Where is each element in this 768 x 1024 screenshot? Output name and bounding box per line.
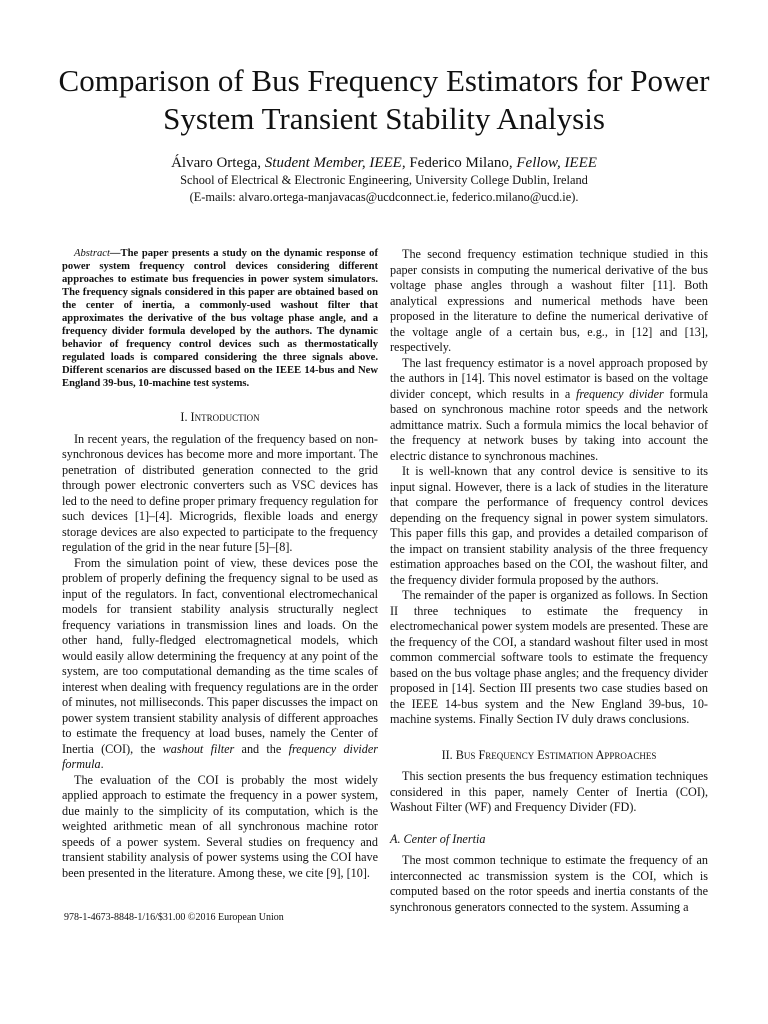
subsection-a-heading: A. Center of Inertia	[390, 831, 486, 846]
right-paragraph-1: The second frequency estimation technique studied in this paper consists in computing the numerical derivative of the bus voltage phase angles through a washout filter [11]. Both analytical expressions and numerical methods have been proposed in the literature to define the numerical derivative of the voltage angle of a certain bus, e.g., in [12] and [13], respectively.	[390, 247, 708, 354]
right-paragraph-4: The remainder of the paper is organized as follows. In Section II three techniques to estimate the frequency in electromechanical power system models are presented. These are the frequency of the COI, a standard washout filter used in most common commercial software tools to estimate the frequency based on the bus voltage phase angles; and the frequency divider proposed in [14]. Section III presents two case studies based on the IEEE 14-bus system and the New England 39-bus, 10-machine systems. Finally Section IV duly draws conclusions.	[390, 588, 708, 726]
right-paragraph-3: It is well-known that any control device is sensitive to its input signal. However, there is a lack of studies in the literature that compare the performance of frequency control devices depending on the frequency signal in power system simulators. This paper fills this gap, and provides a detailed comparison of the impact on transient stability analysis of the three frequency estimation approaches based on the COI, the washout filter, and the frequency divider formula proposed by the authors.	[390, 464, 708, 587]
left-column	[62, 247, 378, 881]
right-p2-text: The last frequency estimator is a novel approach proposed by the authors in [14]. This novel estimator is based on the voltage divider concept, which results in a	[390, 355, 708, 401]
author-2-role: Fellow, IEEE	[516, 155, 597, 171]
abstract-text: —The paper presents a study on the dynamic response of power system frequency control devices considering different approaches to estimate bus frequencies in power system simulators. The frequency signals considered in this paper are obtained based on the center of inertia, a commonly-used washout filter that approximates the derivative of the bus voltage phase angle, and a frequency divider formula developed by the authors. The dynamic behavior of frequency control devices such as thermostatically regulated loads is compared considering the three signals above. Different scenarios are discussed based on the IEEE 14-bus and New England 39-bus, 10-machine test systems.	[62, 248, 378, 389]
author-line	[40, 154, 728, 172]
intro-p2-em-washout: washout filter	[162, 741, 235, 756]
right-paragraph-2	[390, 356, 708, 465]
section-2-heading: II. Bus Frequency Estimation Approaches	[441, 747, 657, 762]
affiliation	[40, 172, 728, 206]
affiliation-line: School of Electrical & Electronic Engineering, University College Dublin, Ireland	[180, 173, 588, 187]
intro-p2-text: From the simulation point of view, these devices pose the problem of properly defining the frequency signal to be used as input of the regulators. In fact, conventional electromechanical models for transient stability analysis structurally neglect frequency variations in transmission lines and loads. On the other hand, fully-fledged electromagnetical models, which would easily allow determining the frequency at any point of the system, are too computational demanding as the time scales of interest when dealing with frequency regulations are in the order of minutes, not milliseconds. This paper discusses the impact on power system transient stability analysis of different approaches to estimate the frequency at load buses, namely the Center of Inertia (COI), the	[62, 555, 378, 756]
copyright-footer: 978-1-4673-8848-1/16/$31.00 ©2016 European Union	[64, 912, 284, 923]
intro-paragraph-1: In recent years, the regulation of the frequency based on non-synchronous devices has become more and more important. The penetration of distributed generation connected to the grid through power electronic converters such as VSC devices has led to the need to define proper primary frequency regulation for such devices [1]–[4]. Microgrids, flexible loads and energy storage devices are also expected to participate to the frequency regulation of the grid in the near future [5]–[8].	[62, 431, 378, 554]
abstract-lead: Abstract	[74, 248, 110, 259]
right-column	[390, 247, 708, 915]
intro-p2-mid: and the	[234, 741, 289, 756]
section-1-heading: I. Introduction	[180, 410, 260, 424]
paper-title: Comparison of Bus Frequency Estimators for Power System Transient Stability Analysis	[58, 63, 710, 136]
author-1-role: Student Member, IEEE,	[264, 155, 406, 171]
author-2-name: Federico Milano,	[409, 155, 513, 171]
intro-paragraph-3: The evaluation of the COI is probably the most widely applied approach to estimate the frequency in a power system, due mainly to the simplicity of its computation, which is the weighted arithmetic mean of all synchronous machine rotor speeds of a power system. Several studies on frequency and transient stability analysis of power systems using the COI have been presented in the literature. Among these, we cite [9], [10].	[62, 772, 378, 880]
right-p2-end: formula based on synchronous machine rotor speeds and the network admittance matrix. Such a formula mimics the local behavior of the frequency at network buses by taking into account the electric distance to synchronous machines.	[390, 386, 708, 463]
section-2-paragraph-1: This section presents the bus frequency estimation techniques considered in this paper, namely Center of Inertia (COI), Washout Filter (WF) and Frequency Divider (FD).	[390, 769, 708, 814]
intro-paragraph-2	[62, 556, 378, 773]
subsection-a-paragraph-1: The most common technique to estimate the frequency of an interconnected ac transmission system is the COI, which is computed based on the rotor speeds and inertia constants of the synchronous generators connected to the system. Assuming a	[390, 853, 708, 914]
author-1-name: Álvaro Ortega,	[171, 155, 262, 171]
right-p2-em: frequency divider	[575, 386, 664, 401]
intro-p2-em-divider: frequency divider formula	[62, 741, 378, 771]
intro-p2-end: .	[100, 757, 104, 771]
abstract	[62, 247, 378, 390]
email-line: (E-mails: alvaro.ortega-manjavacas@ucdconnect.ie, federico.milano@ucd.ie).	[189, 190, 579, 204]
